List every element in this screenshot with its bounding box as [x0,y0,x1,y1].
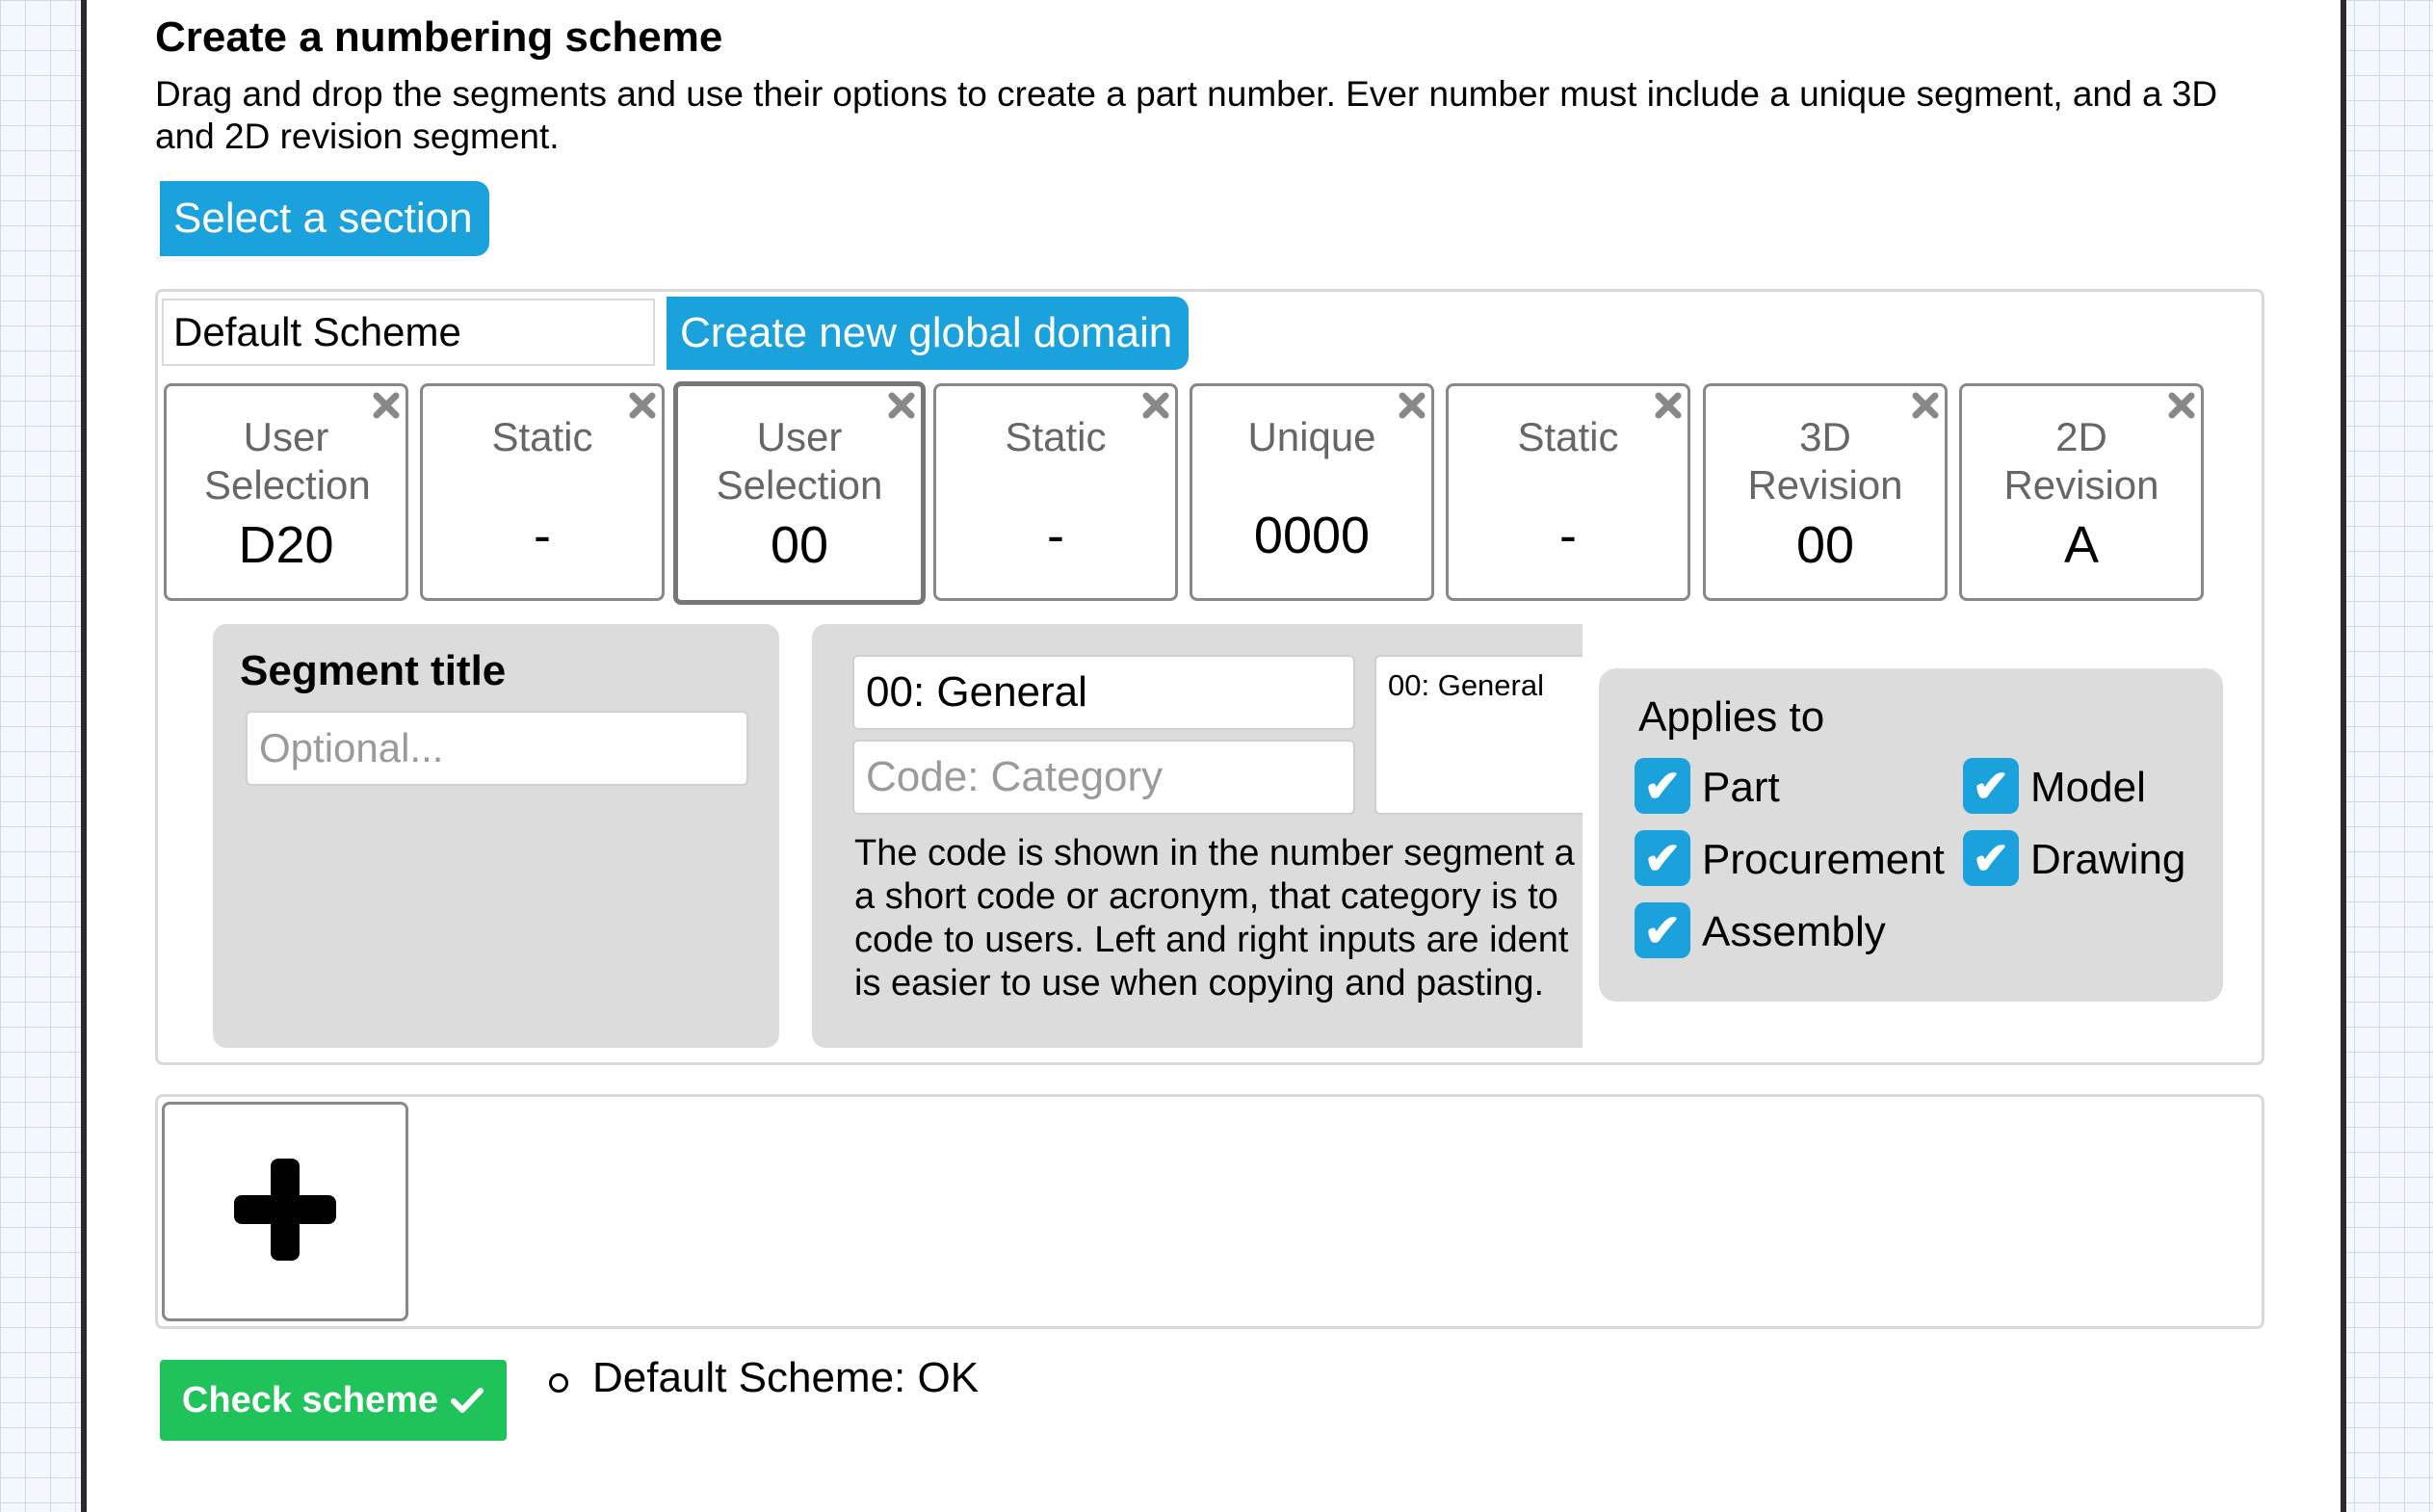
segment-card[interactable] [420,383,665,601]
scheme-status-text: Default Scheme: OK [592,1354,980,1401]
segment-card[interactable] [164,383,408,601]
checkbox-procurement[interactable] [1635,830,1690,886]
applies-to-label: Applies to [1638,693,1825,741]
check-scheme-label: Check scheme [181,1379,439,1421]
checkbox-label-procurement: Procurement [1702,836,1945,883]
close-icon[interactable] [1651,388,1686,423]
checkmark-icon: ✔ [1972,761,2010,811]
close-icon[interactable] [1908,388,1943,423]
help-text: The code is shown in the number segment a a short code or acronym, that category is to code to users. Left and right inputs are ident is easier to use when copying and pasting. [854,833,1575,1004]
segment-card-selected[interactable] [673,381,926,605]
segment-value: 00 [770,516,829,574]
page-title: Create a numbering scheme [155,13,723,61]
close-icon[interactable] [1395,388,1429,423]
segment-card[interactable] [1703,383,1948,601]
category-input[interactable] [852,740,1355,815]
page-description: Drag and drop the segments and use their options to create a part number. Ever number must include a unique segment, and a 3D and 2D revision segment. [155,74,2218,156]
segment-value: - [1047,507,1064,564]
close-icon[interactable] [369,388,404,423]
checkmark-icon: ✔ [1643,761,1682,811]
segment-label: Static [1005,414,1107,459]
segment-card[interactable] [933,383,1178,601]
segment-value: 0000 [1253,507,1371,564]
code-input[interactable] [852,655,1355,730]
close-icon[interactable] [625,388,660,423]
check-scheme-button[interactable] [160,1360,507,1441]
segment-card[interactable] [1446,383,1690,601]
segment-card[interactable] [1190,383,1434,601]
checkbox-label-drawing: Drawing [2030,836,2186,883]
plus-icon [234,1159,336,1261]
segment-label: 3D Revision [1747,414,1903,508]
scheme-name-input[interactable] [162,299,655,366]
add-segment-button[interactable] [162,1102,408,1321]
segment-value: - [1559,507,1577,564]
check-icon [450,1386,484,1415]
close-icon[interactable] [884,388,919,423]
checkbox-assembly[interactable] [1635,902,1690,958]
close-icon[interactable] [2164,388,2199,423]
code-preview-box[interactable] [1374,655,1583,815]
status-bullet [549,1373,568,1393]
code-preview-text: 00: General [1388,668,1544,702]
segment-label: 2D Revision [2003,414,2159,508]
segment-value: - [534,507,551,564]
segment-label: Unique [1247,414,1376,459]
segment-title-label: Segment title [240,647,507,694]
segment-label: User Selection [716,414,883,508]
segment-value: D20 [238,516,334,574]
checkmark-icon: ✔ [1643,833,1682,883]
segment-value: A [2063,516,2100,574]
checkmark-icon: ✔ [1972,833,2010,883]
checkbox-label-model: Model [2030,764,2146,811]
segment-label: Static [491,414,593,459]
segment-card[interactable] [1959,383,2204,601]
close-icon[interactable] [1138,388,1173,423]
checkbox-drawing[interactable] [1963,830,2019,886]
create-global-domain-button[interactable] [667,297,1189,370]
segment-title-input[interactable] [246,711,748,786]
checkmark-icon: ✔ [1643,905,1682,955]
checkbox-label-assembly: Assembly [1702,908,1886,955]
checkbox-label-part: Part [1702,764,1780,811]
segment-label: Static [1517,414,1619,459]
select-section-label: Select a section [173,195,473,242]
create-domain-label: Create new global domain [680,309,1173,356]
segment-value: 00 [1795,516,1855,574]
checkbox-model[interactable] [1963,758,2019,814]
checkbox-part[interactable] [1635,758,1690,814]
select-section-button[interactable] [160,181,489,256]
add-segment-container [155,1094,2264,1329]
segment-label: User Selection [204,414,371,508]
